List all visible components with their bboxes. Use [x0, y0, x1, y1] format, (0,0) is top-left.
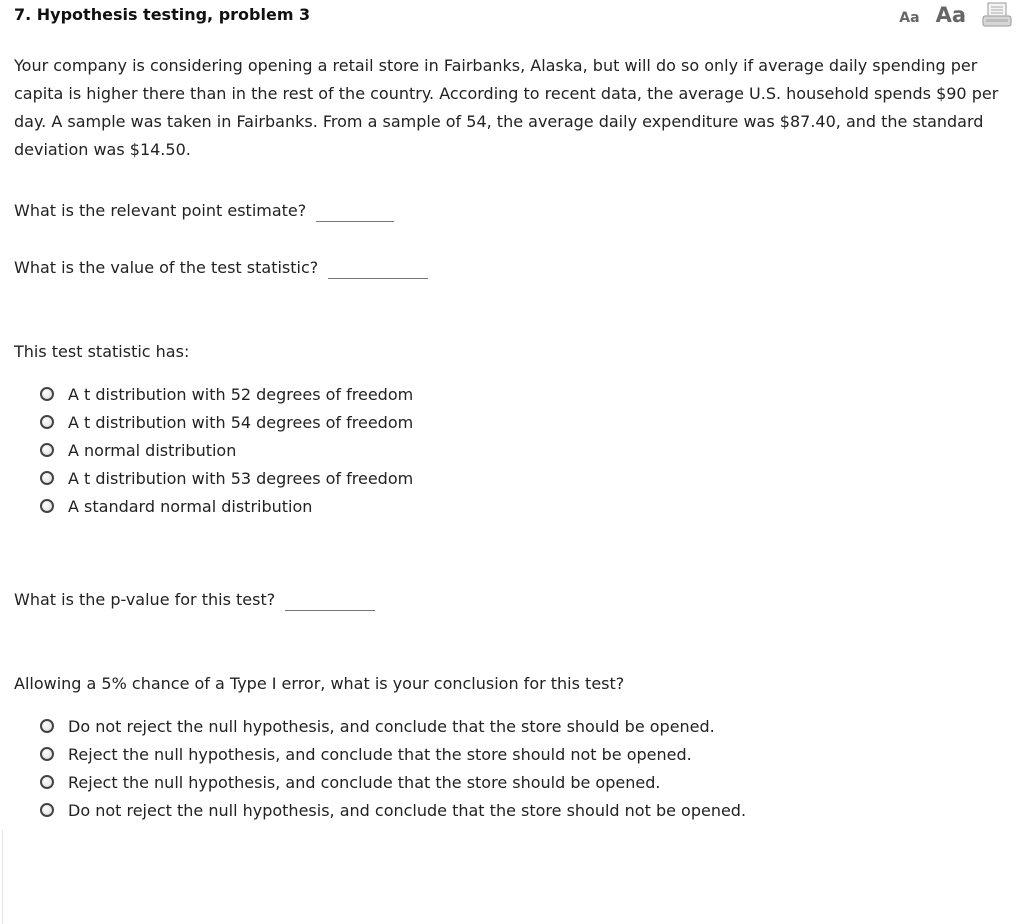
radio-button-icon[interactable] [40, 775, 54, 789]
problem-title: 7. Hypothesis testing, problem 3 [14, 5, 311, 24]
p-value-question [14, 584, 375, 611]
p-value-label: What is the p-value for this test? [14, 590, 276, 609]
left-divider [2, 830, 3, 924]
radio-button-icon[interactable] [40, 415, 54, 429]
conclusion-question-label: Allowing a 5% chance of a Type I error, what is your conclusion for this test? [14, 674, 625, 693]
distribution-options [40, 380, 413, 520]
distribution-option[interactable]: A standard normal distribution [40, 492, 413, 520]
radio-button-icon[interactable] [40, 499, 54, 513]
distribution-option[interactable]: A normal distribution [40, 436, 413, 464]
distribution-option[interactable]: A t distribution with 53 degrees of freedom [40, 464, 413, 492]
distribution-option[interactable]: A t distribution with 54 degrees of freedom [40, 408, 413, 436]
conclusion-options [40, 712, 746, 824]
test-statistic-label: What is the value of the test statistic? [14, 258, 319, 277]
point-estimate-question [14, 195, 394, 222]
test-statistic-question [14, 252, 428, 279]
radio-button-icon[interactable] [40, 387, 54, 401]
radio-button-icon[interactable] [40, 719, 54, 733]
test-statistic-input[interactable] [328, 258, 428, 279]
p-value-input[interactable] [285, 590, 375, 611]
point-estimate-input[interactable] [316, 201, 394, 222]
toolbar [899, 2, 1012, 28]
conclusion-option[interactable]: Do not reject the null hypothesis, and conclude that the store should not be opened. [40, 796, 746, 824]
print-icon[interactable] [982, 2, 1012, 28]
radio-button-icon[interactable] [40, 471, 54, 485]
distribution-option[interactable]: A t distribution with 52 degrees of freedom [40, 380, 413, 408]
distribution-question-label: This test statistic has: [14, 342, 190, 361]
conclusion-option[interactable]: Do not reject the null hypothesis, and conclude that the store should be opened. [40, 712, 746, 740]
radio-button-icon[interactable] [40, 443, 54, 457]
radio-button-icon[interactable] [40, 747, 54, 761]
conclusion-option[interactable]: Reject the null hypothesis, and conclude that the store should be opened. [40, 768, 746, 796]
conclusion-option[interactable]: Reject the null hypothesis, and conclude that the store should not be opened. [40, 740, 746, 768]
decrease-font-button[interactable]: Aa [899, 10, 920, 26]
point-estimate-label: What is the relevant point estimate? [14, 201, 307, 220]
radio-button-icon[interactable] [40, 803, 54, 817]
problem-statement: Your company is considering opening a retail store in Fairbanks, Alaska, but will do so only if average daily spending per capita is higher there than in the rest of the country. According to recent data, the average U.S. household spends $90 per day. A sample was taken in Fairbanks. From a sample of 54, the average daily expenditure was $87.40, and the standard deviation was $14.50. [14, 56, 999, 159]
increase-font-button[interactable]: Aa [935, 3, 966, 27]
